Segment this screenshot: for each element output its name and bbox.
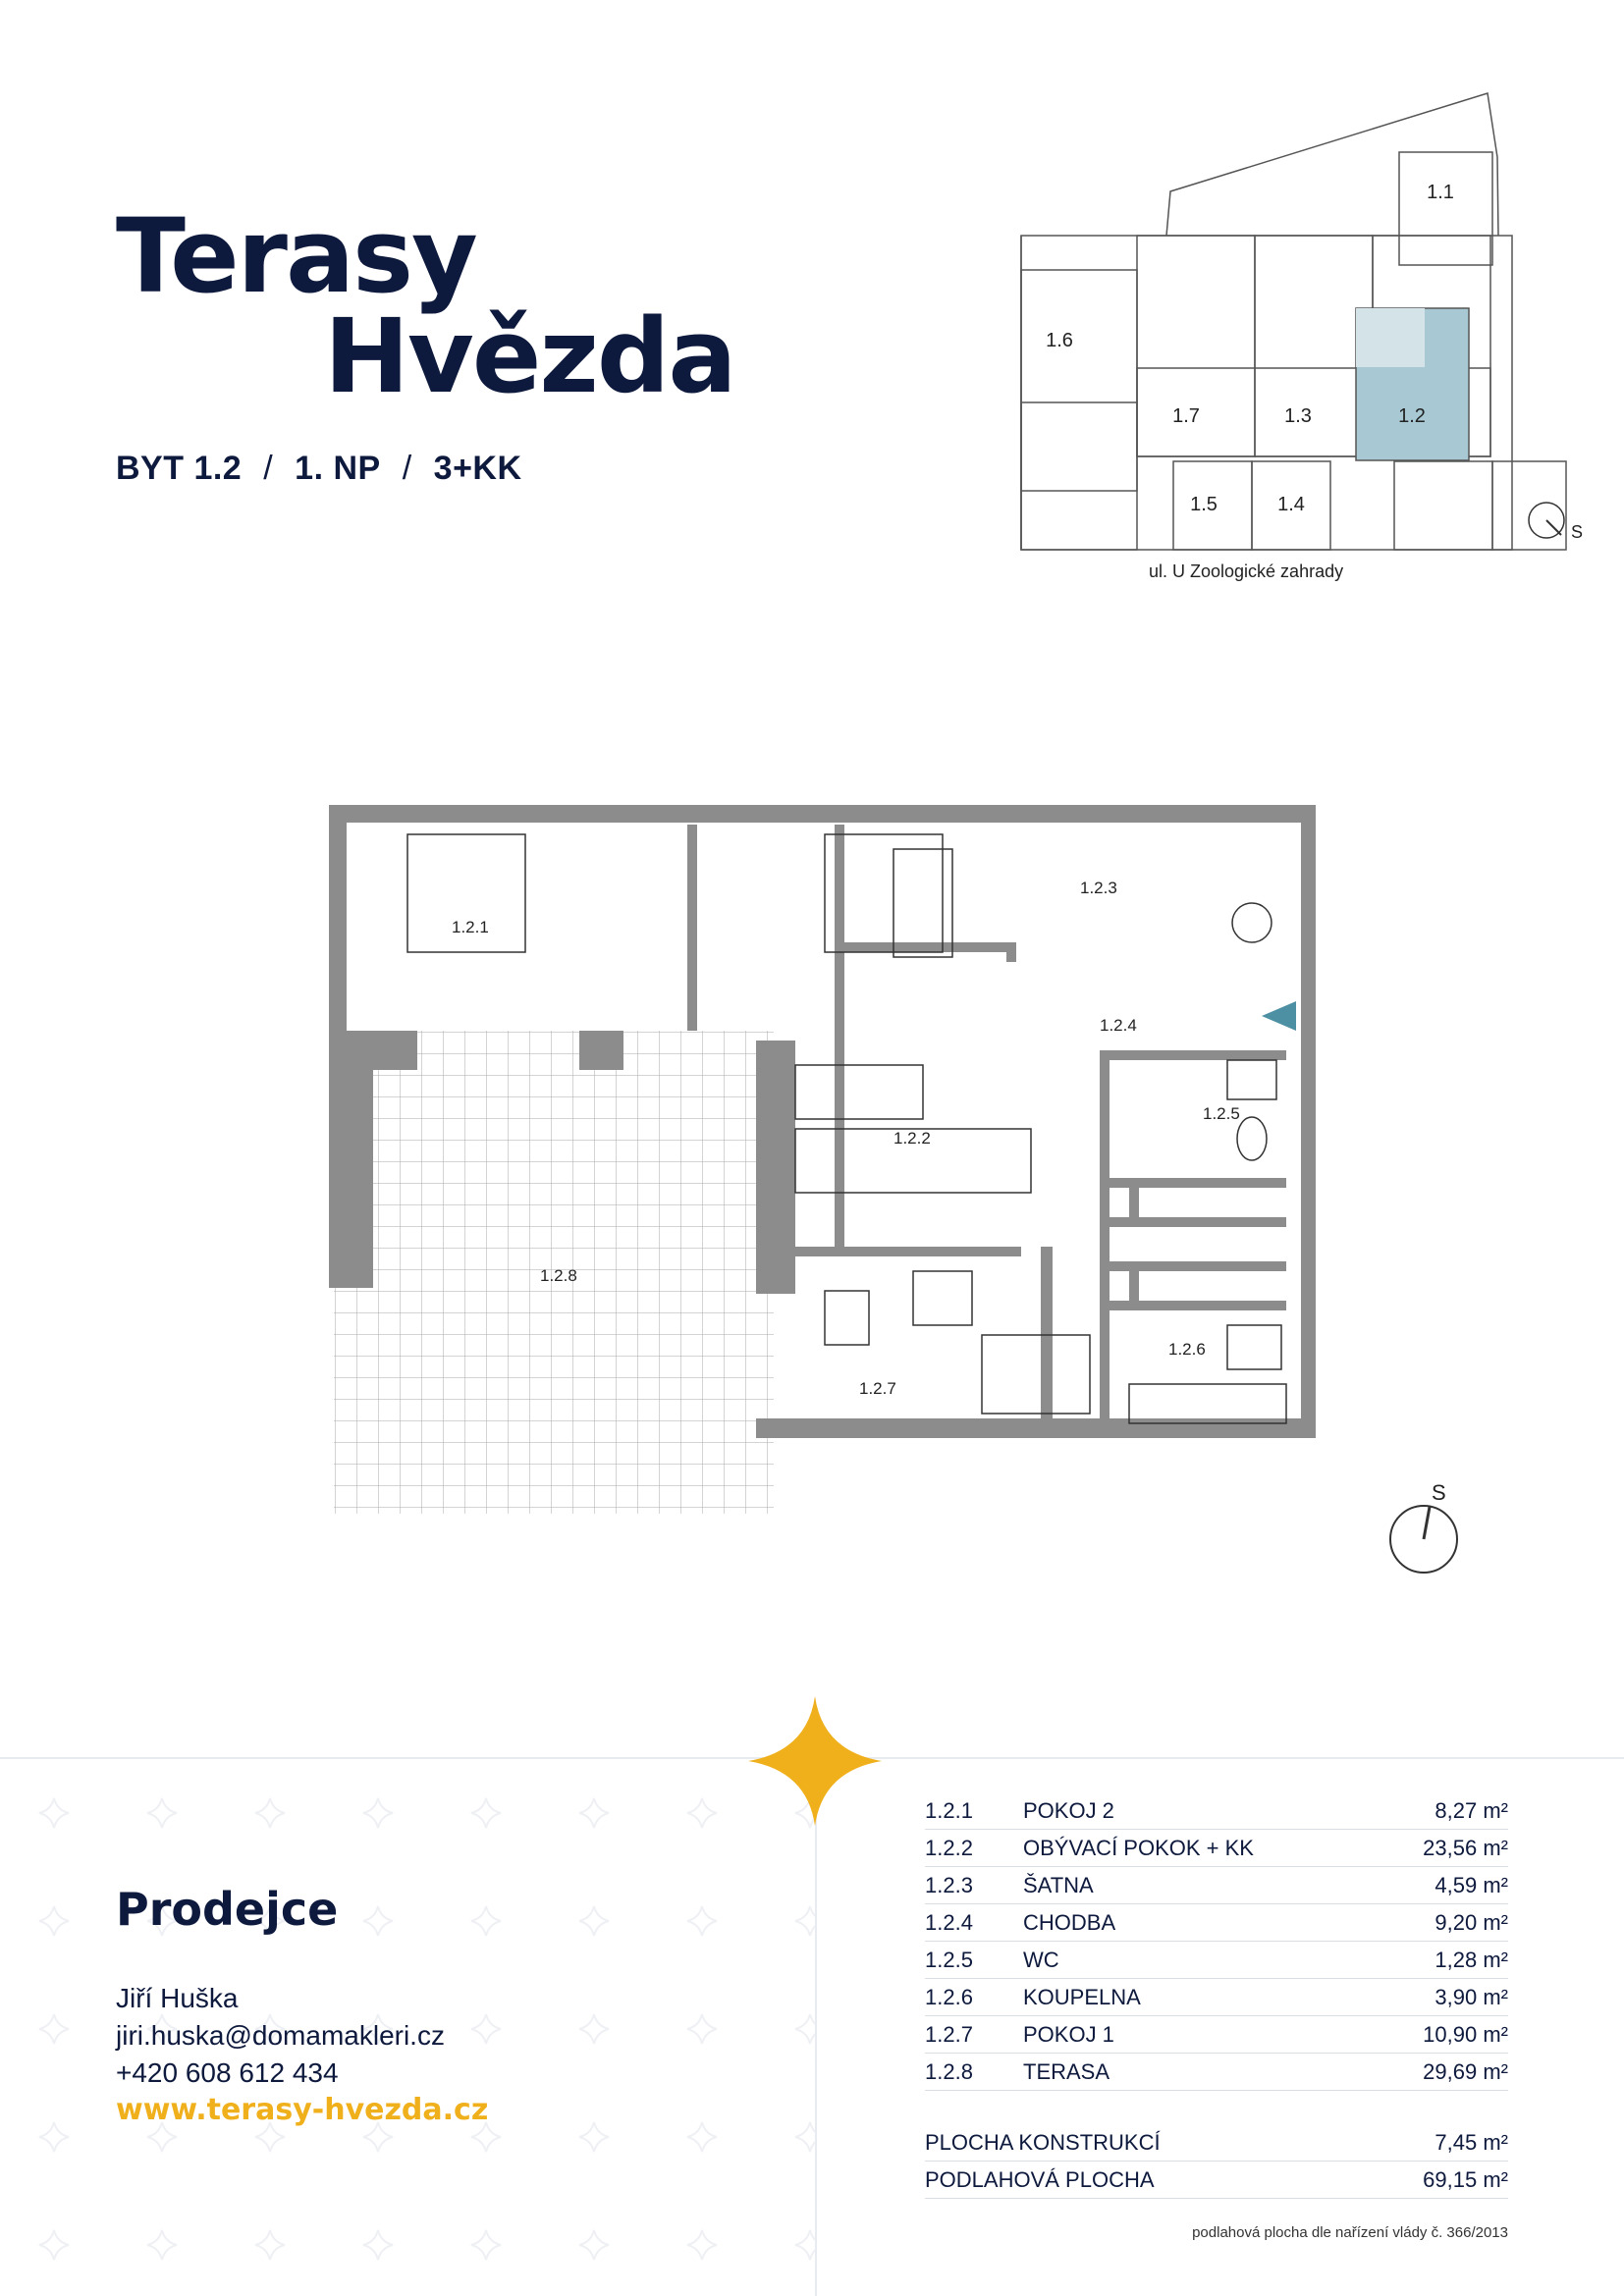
total-row — [925, 2162, 1508, 2199]
compass-label: S — [1432, 1480, 1446, 1505]
room-number: 1.2.3 — [925, 1867, 1023, 1904]
website-link[interactable]: www.terasy-hvezda.cz — [116, 2093, 489, 2127]
room-area: 23,56 m² — [1378, 1830, 1508, 1867]
gold-star-icon — [746, 1696, 884, 1826]
room-row — [925, 1792, 1508, 1830]
site-label-1-2: 1.2 — [1398, 405, 1426, 427]
floor-compass — [1384, 1472, 1483, 1590]
total-name: PODLAHOVÁ PLOCHA — [925, 2162, 1353, 2199]
room-name: OBÝVACÍ POKOK + KK — [1023, 1830, 1378, 1867]
room-number: 1.2.5 — [925, 1942, 1023, 1979]
room-area: 1,28 m² — [1378, 1942, 1508, 1979]
site-plan — [1001, 88, 1591, 560]
total-row — [925, 2124, 1508, 2162]
site-label-1-6: 1.6 — [1046, 330, 1073, 351]
room-row — [925, 1830, 1508, 1867]
room-label-1-2-6: 1.2.6 — [1168, 1340, 1206, 1359]
site-label-1-7: 1.7 — [1172, 405, 1200, 427]
room-row — [925, 2054, 1508, 2091]
room-name: TERASA — [1023, 2054, 1378, 2091]
room-number: 1.2.8 — [925, 2054, 1023, 2091]
unit-number: BYT 1.2 — [116, 450, 243, 487]
room-number: 1.2.4 — [925, 1904, 1023, 1942]
site-label-1-4: 1.4 — [1277, 494, 1305, 515]
room-area: 9,20 m² — [1378, 1904, 1508, 1942]
room-row — [925, 1942, 1508, 1979]
room-area: 3,90 m² — [1378, 1979, 1508, 2016]
room-name: POKOJ 1 — [1023, 2016, 1378, 2054]
room-label-1-2-2: 1.2.2 — [893, 1129, 931, 1148]
room-area: 8,27 m² — [1378, 1792, 1508, 1830]
room-label-1-2-8: 1.2.8 — [540, 1266, 577, 1285]
site-label-1-3: 1.3 — [1284, 405, 1312, 427]
site-compass-label: S — [1571, 522, 1584, 542]
room-number: 1.2.6 — [925, 1979, 1023, 2016]
site-label-1-5: 1.5 — [1190, 494, 1218, 515]
room-area: 29,69 m² — [1378, 2054, 1508, 2091]
panel-vertical-divider — [815, 1759, 817, 2296]
room-row — [925, 2016, 1508, 2054]
street-name: ul. U Zoologické zahrady — [1149, 561, 1344, 581]
floor-plan — [314, 795, 1316, 1561]
seller-phone[interactable]: +420 608 612 434 — [116, 2057, 339, 2088]
brand-line-1: Terasy — [116, 196, 476, 316]
room-label-1-2-1: 1.2.1 — [452, 918, 489, 936]
total-name: PLOCHA KONSTRUKCÍ — [925, 2124, 1353, 2162]
room-label-1-2-3: 1.2.3 — [1080, 879, 1117, 897]
entrance-arrow-icon — [1262, 1001, 1296, 1031]
room-label-1-2-7: 1.2.7 — [859, 1379, 896, 1398]
room-number: 1.2.7 — [925, 2016, 1023, 2054]
totals-table — [925, 2124, 1508, 2199]
seller-title: Prodejce — [116, 1883, 339, 1936]
room-row — [925, 1979, 1508, 2016]
unit-heading — [116, 450, 522, 488]
brand-line-2: Hvězda — [324, 296, 735, 416]
room-label-1-2-5: 1.2.5 — [1203, 1104, 1240, 1123]
total-area: 7,45 m² — [1353, 2124, 1508, 2162]
room-number: 1.2.1 — [925, 1792, 1023, 1830]
room-area: 10,90 m² — [1378, 2016, 1508, 2054]
brand-logo — [116, 196, 735, 416]
seller-name: Jiří Huška — [116, 1983, 239, 2013]
total-area: 69,15 m² — [1353, 2162, 1508, 2199]
room-row — [925, 1867, 1508, 1904]
room-row — [925, 1904, 1508, 1942]
unit-layout: 3+KK — [433, 450, 522, 487]
unit-floor: 1. NP — [295, 450, 381, 487]
room-label-1-2-4: 1.2.4 — [1100, 1016, 1137, 1035]
seller-email[interactable]: jiri.huska@domamakleri.cz — [116, 2020, 445, 2051]
rooms-table — [925, 1792, 1508, 2091]
room-area: 4,59 m² — [1378, 1867, 1508, 1904]
room-name: KOUPELNA — [1023, 1979, 1378, 2016]
room-name: ŠATNA — [1023, 1867, 1378, 1904]
separator: / — [263, 450, 274, 487]
room-name: CHODBA — [1023, 1904, 1378, 1942]
room-number: 1.2.2 — [925, 1830, 1023, 1867]
room-name: WC — [1023, 1942, 1378, 1979]
room-name: POKOJ 2 — [1023, 1792, 1378, 1830]
legal-note: podlahová plocha dle nařízení vlády č. 366/2013 — [1192, 2224, 1508, 2241]
separator: / — [402, 450, 412, 487]
site-label-1-1: 1.1 — [1427, 182, 1454, 203]
